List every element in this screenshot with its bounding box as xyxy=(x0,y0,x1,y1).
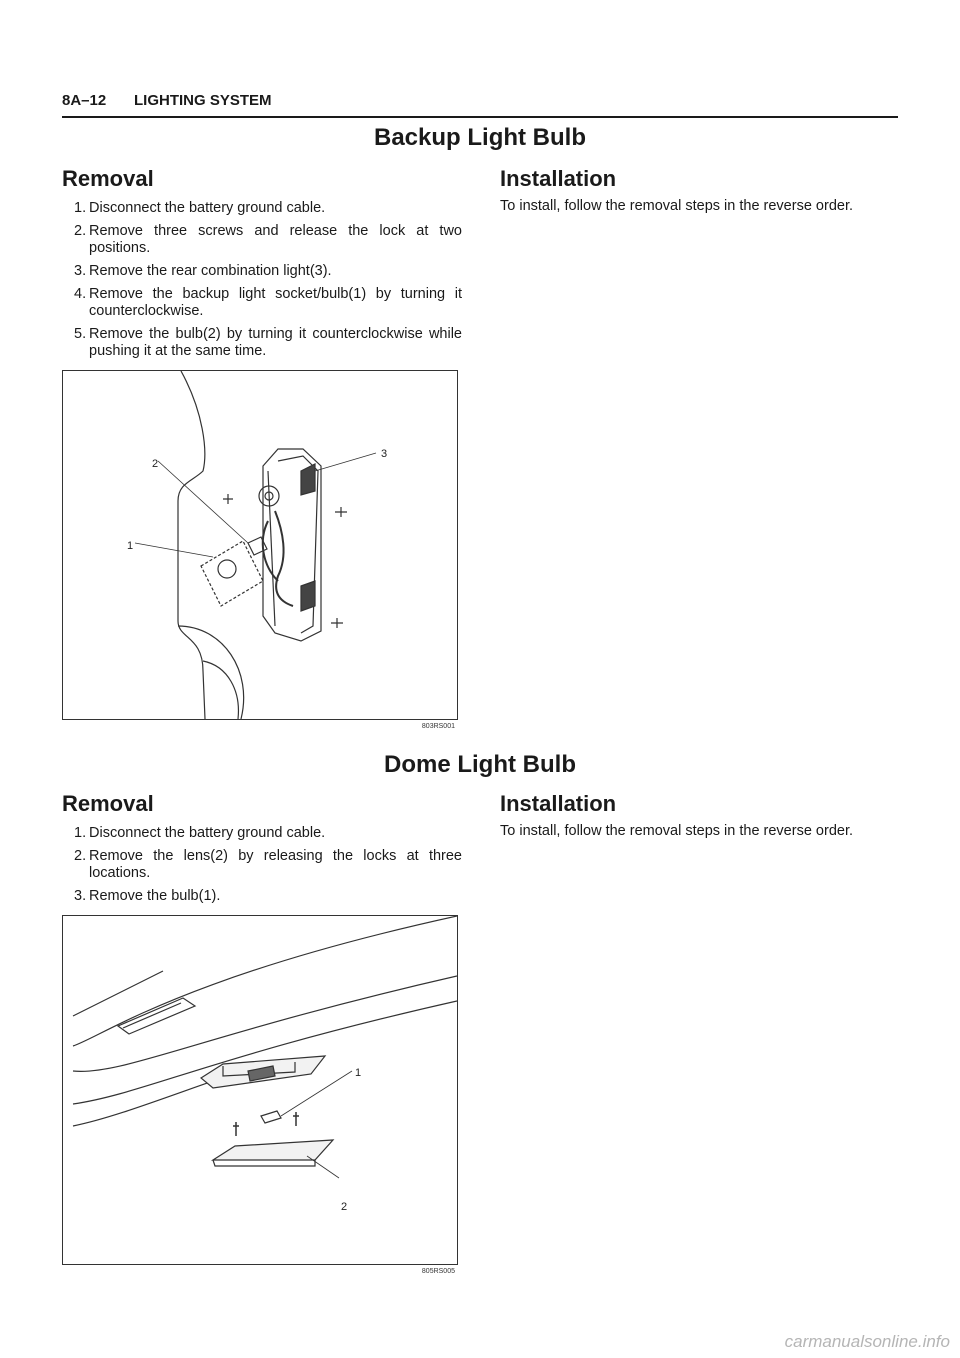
backup-removal-heading: Removal xyxy=(62,166,154,191)
watermark: carmanualsonline.info xyxy=(784,1332,950,1351)
dome-removal-steps xyxy=(74,825,462,911)
list-item: 2. Remove three screws and release the lock at two positions. xyxy=(74,223,462,256)
list-item: 1. Disconnect the battery ground cable. xyxy=(74,825,326,841)
backup-installation-heading: Installation xyxy=(500,166,617,191)
dome-removal-heading: Removal xyxy=(62,791,154,816)
callout-2: 2 xyxy=(152,458,159,470)
page-header xyxy=(62,88,898,118)
page-code: 8A–12 xyxy=(62,92,107,109)
callout-1: 1 xyxy=(127,540,134,552)
list-item: 1. Disconnect the battery ground cable. xyxy=(74,200,326,216)
chapter-title: LIGHTING SYSTEM xyxy=(134,92,272,109)
list-item: 2. Remove the lens(2) by releasing the locks at three locations. xyxy=(74,848,462,881)
callout-2: 2 xyxy=(341,1201,348,1213)
backup-light-illustration xyxy=(63,371,457,719)
figure-code: 803RS001 xyxy=(421,723,455,730)
figure-code: 805RS005 xyxy=(421,1268,455,1275)
dome-light-illustration xyxy=(63,916,457,1264)
dome-light-figure xyxy=(62,915,458,1275)
dome-installation-text: To install, follow the removal steps in the reverse order. xyxy=(500,823,853,839)
list-item: 3. Remove the bulb(1). xyxy=(74,888,221,904)
list-item: 5. Remove the bulb(2) by turning it counterclockwise while pushing it at the same time. xyxy=(74,326,462,359)
backup-section-title: Backup Light Bulb xyxy=(374,124,586,151)
list-item: 3. Remove the rear combination light(3). xyxy=(74,263,332,279)
dome-section-title: Dome Light Bulb xyxy=(384,751,576,778)
backup-installation-text: To install, follow the removal steps in the reverse order. xyxy=(500,198,853,214)
backup-removal-steps xyxy=(74,200,462,366)
callout-3: 3 xyxy=(381,448,388,460)
backup-light-figure xyxy=(62,370,458,730)
list-item: 4. Remove the backup light socket/bulb(1) by turning it counterclockwise. xyxy=(74,286,462,319)
callout-1: 1 xyxy=(355,1067,362,1079)
dome-installation-heading: Installation xyxy=(500,791,617,816)
